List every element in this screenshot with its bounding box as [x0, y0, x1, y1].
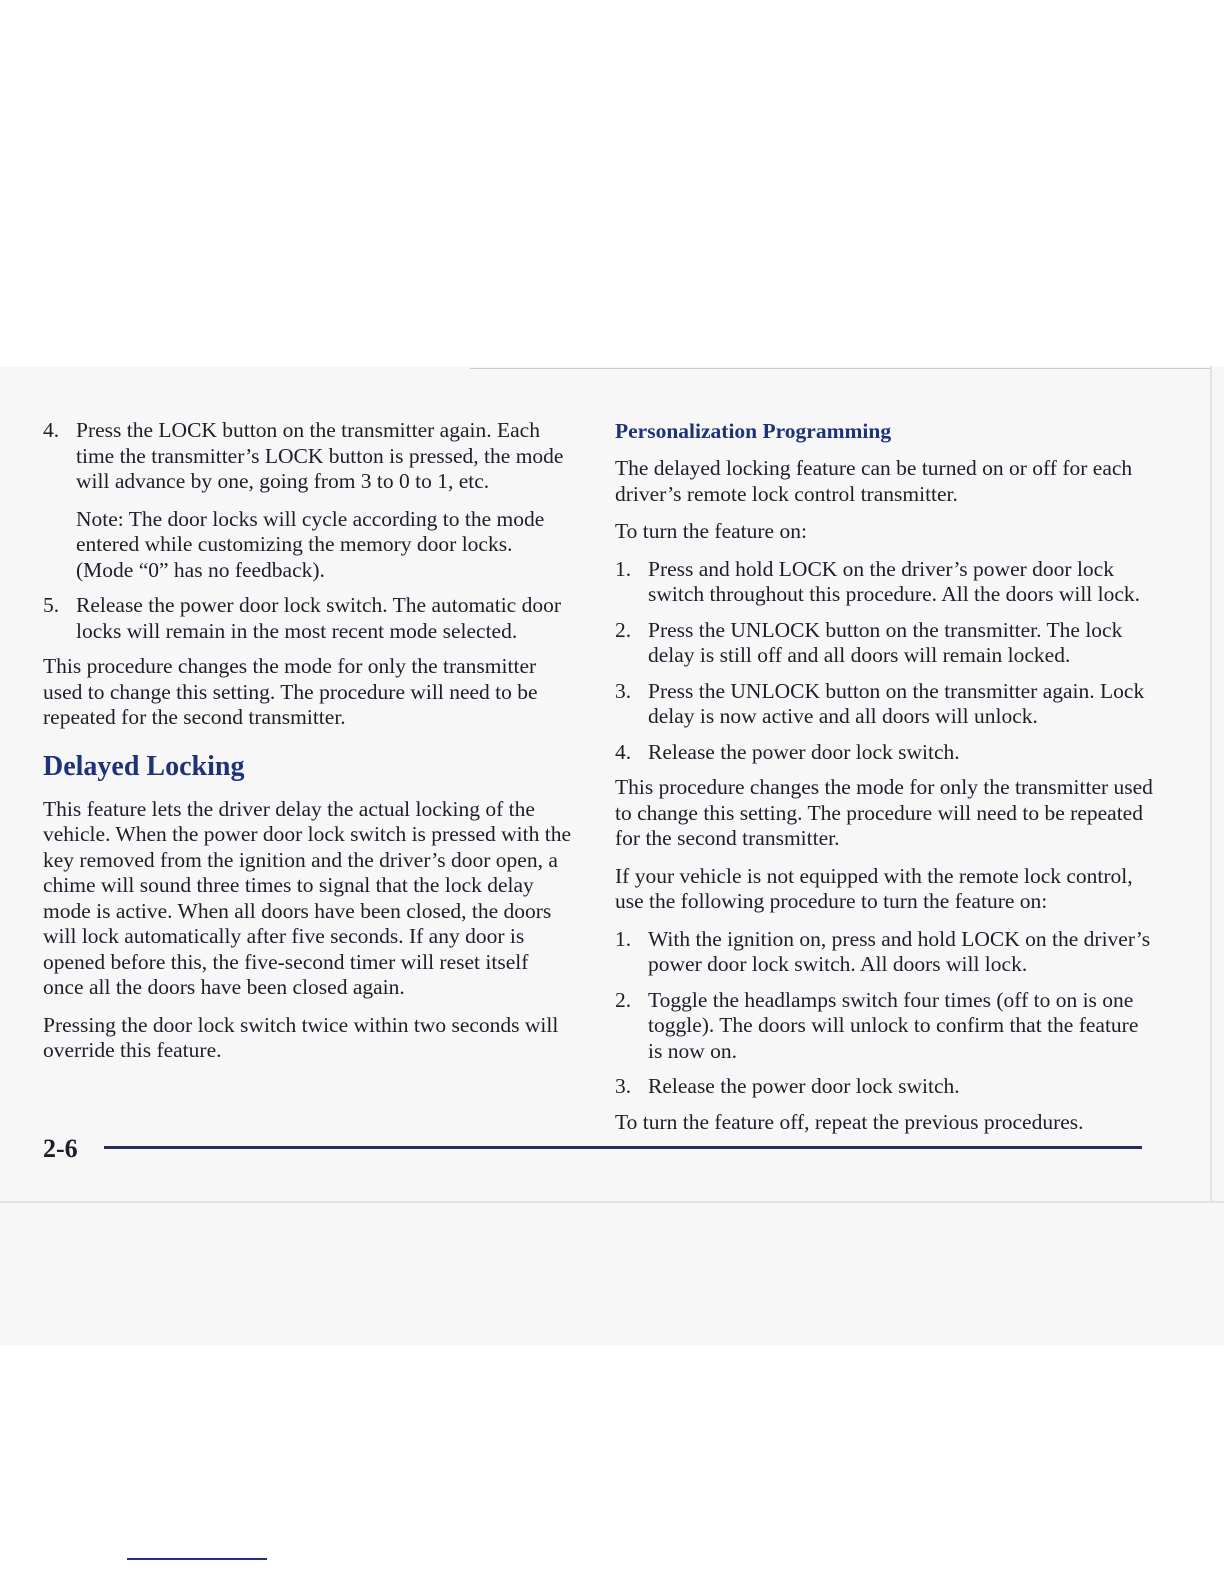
list-number: 3. — [615, 678, 632, 703]
step-note: Note: The door locks will cycle according to the mode entered while customizing the memory door locks. (Mode “0” has no feedback). — [76, 506, 545, 582]
procedure-note: This procedure changes the mode for only the transmitter used to change this setting. The procedure will need to be repeated for the second transmitter. — [615, 775, 1153, 850]
section-heading-personalization: Personalization Programming — [615, 419, 892, 443]
scan-artifact-rule — [127, 1558, 267, 1560]
page-number: 2-6 — [43, 1134, 78, 1163]
step-text: Press the UNLOCK button on the transmitter again. Lock delay is now active and all doors will unlock. — [648, 678, 1145, 728]
list-number: 2. — [615, 987, 632, 1012]
step-text: With the ignition on, press and hold LOCK on the driver’s power door lock switch. All doors will lock. — [648, 926, 1151, 976]
step-text: Press and hold LOCK on the driver’s power door lock switch throughout this procedure. All the doors will lock. — [648, 556, 1141, 606]
step-text: Release the power door lock switch. — [648, 1074, 960, 1098]
list-item — [615, 1074, 1155, 1100]
list-number: 5. — [43, 593, 60, 617]
paragraph: To turn the feature on: — [615, 519, 807, 543]
top-rule — [470, 368, 1210, 369]
list-item — [615, 557, 1155, 608]
step-text: Release the power door lock switch. — [648, 739, 960, 764]
footer-rule — [104, 1146, 1142, 1149]
paragraph: The delayed locking feature can be turned on or off for each driver’s remote lock control transmitter. — [615, 456, 1133, 506]
list-item — [615, 618, 1155, 669]
left-column — [43, 418, 573, 1076]
list-item — [615, 927, 1155, 978]
step-text: Press the UNLOCK button on the transmitter. The lock delay is still off and all doors will remain locked. — [648, 617, 1123, 667]
page-edge — [1210, 366, 1212, 1201]
list-number: 3. — [615, 1074, 632, 1098]
list-item — [615, 679, 1155, 730]
list-number: 4. — [615, 739, 632, 764]
list-item — [615, 988, 1155, 1065]
list-number: 4. — [43, 418, 60, 442]
step-text: Toggle the headlamps switch four times (off to on is one toggle). The doors will unlock to confirm that the feature is now on. — [648, 987, 1139, 1063]
paragraph: To turn the feature off, repeat the previous procedures. — [615, 1109, 1084, 1134]
list-item — [43, 593, 573, 644]
list-number: 2. — [615, 617, 632, 642]
list-item — [615, 740, 1155, 766]
paragraph: Pressing the door lock switch twice within two seconds will override this feature. — [43, 1012, 559, 1062]
step-text: Release the power door lock switch. The automatic door locks will remain in the most recent mode selected. — [76, 593, 561, 643]
paragraph: If your vehicle is not equipped with the remote lock control, use the following procedure to turn the feature on: — [615, 863, 1133, 913]
bottom-edge-rule — [0, 1201, 1224, 1203]
section-heading-delayed-locking: Delayed Locking — [43, 750, 245, 782]
paragraph: This feature lets the driver delay the actual locking of the vehicle. When the power door lock switch is pressed with the key removed from the ignition and the driver’s door open, a chime will sound three times to signal that the lock delay mode is active. When all doors have been closed, the doors will lock automatically after five seconds. If any door is opened before this, the five-second timer will reset itself once all the doors have been closed again. — [43, 796, 572, 999]
list-number: 1. — [615, 926, 632, 951]
list-item — [43, 418, 573, 583]
list-number: 1. — [615, 556, 632, 581]
step-text: Press the LOCK button on the transmitter again. Each time the transmitter’s LOCK button is pressed, the mode will advance by one, going from 3 to 0 to 1, etc. — [76, 418, 564, 493]
right-column — [615, 418, 1155, 1147]
procedure-note: This procedure changes the mode for only the transmitter used to change this setting. The procedure will need to be repeated for the second transmitter. — [43, 654, 538, 729]
